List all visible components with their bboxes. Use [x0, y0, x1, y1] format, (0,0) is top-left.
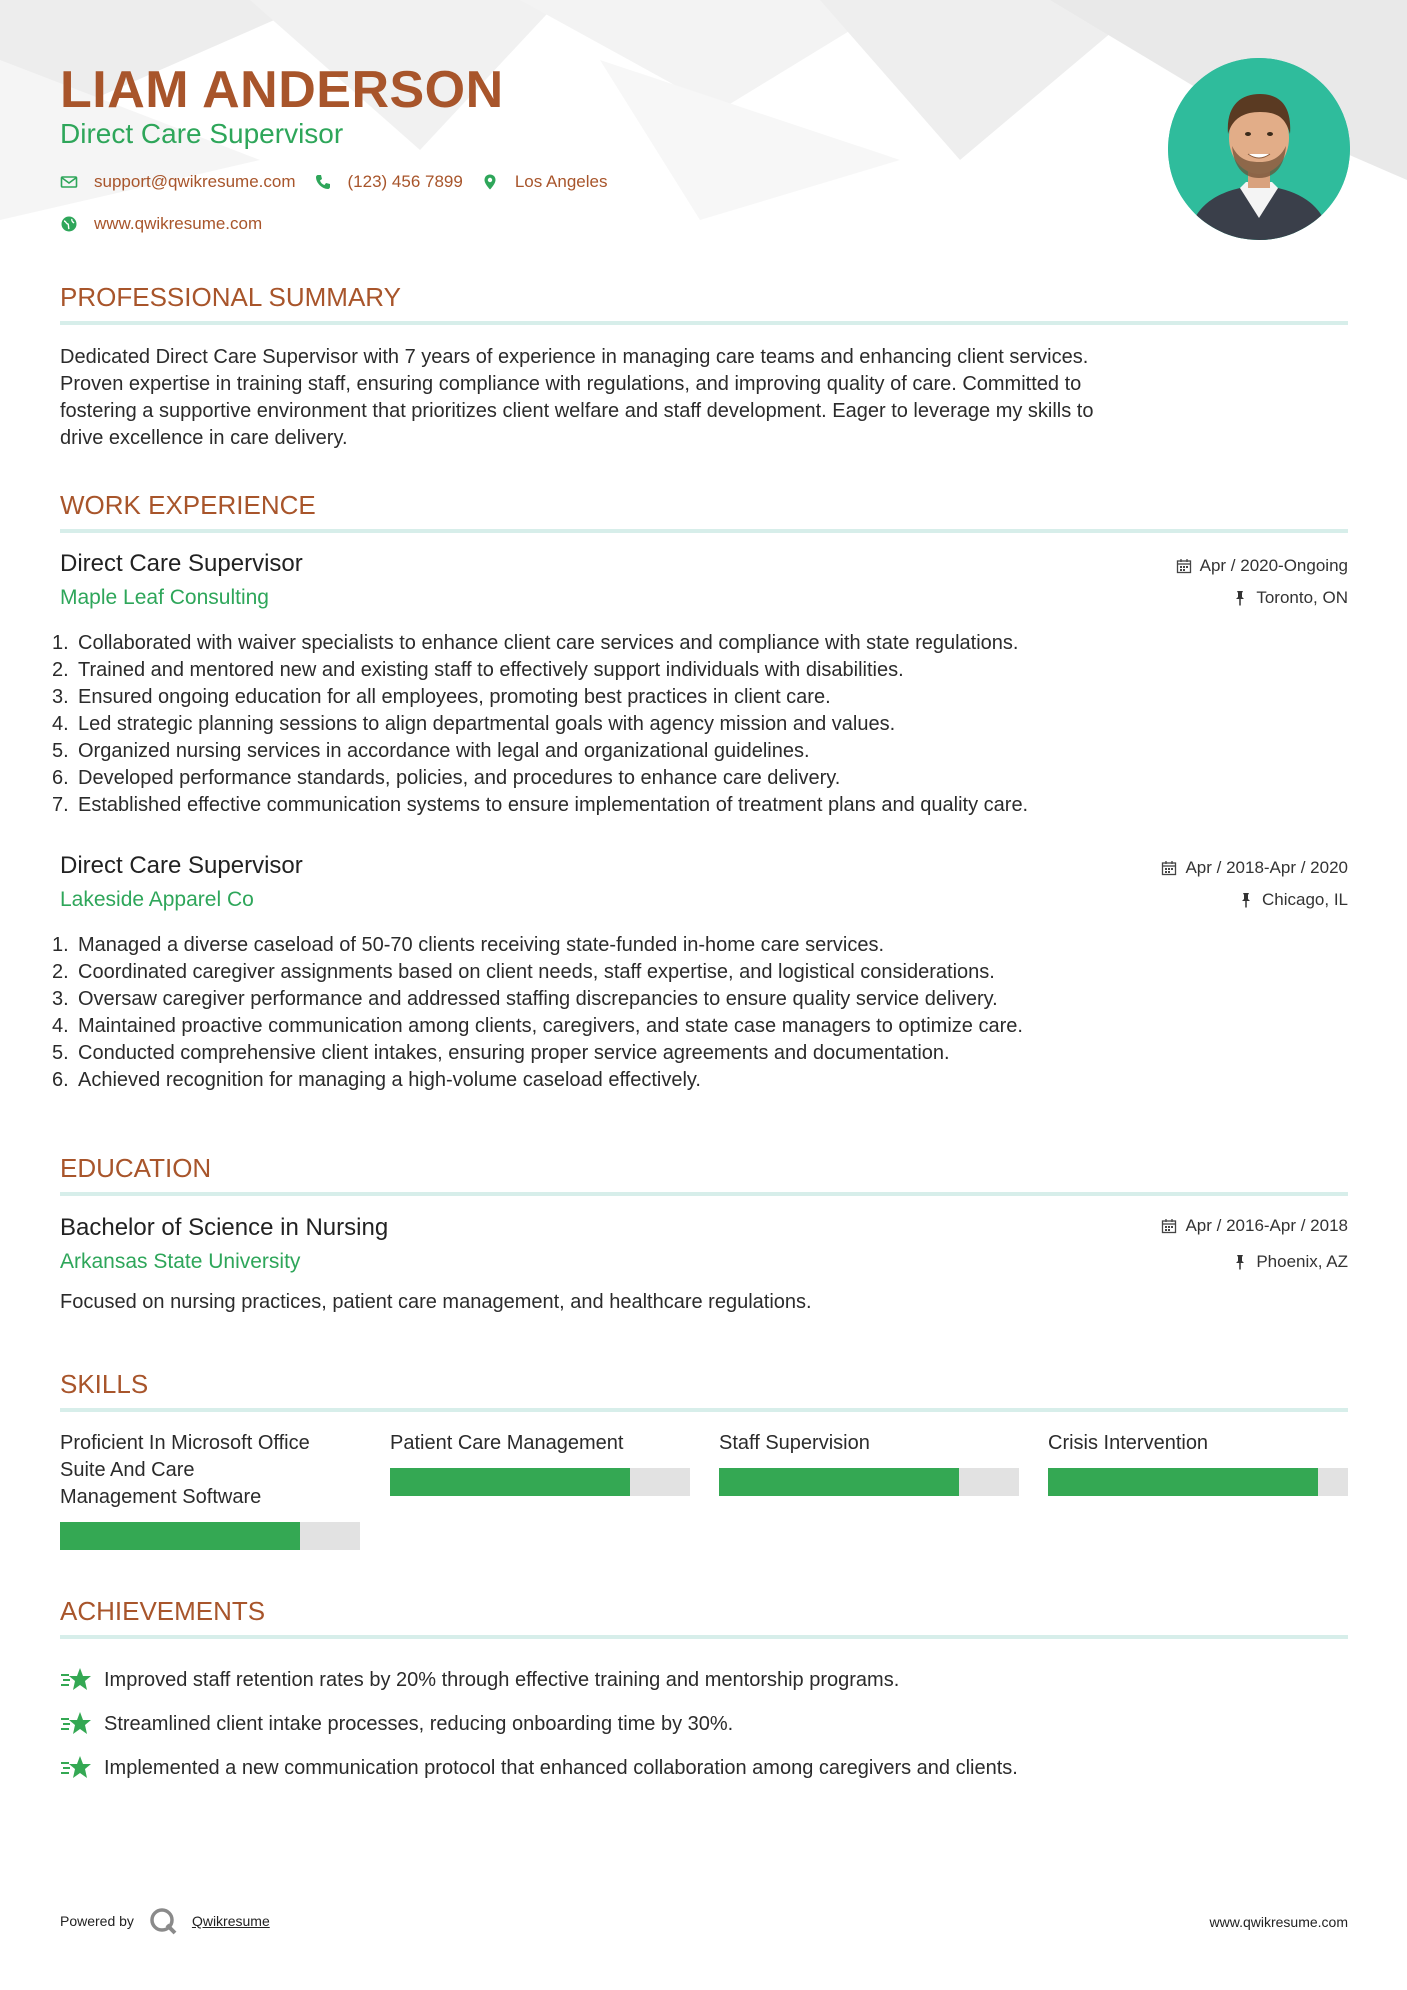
- achievement-text: Implemented a new communication protocol that enhanced collaboration among caregivers and clients.: [104, 1756, 1018, 1779]
- job-location: [1232, 588, 1348, 608]
- contact-location-text: Los Angeles: [514, 172, 608, 191]
- star-award-icon: [60, 1666, 92, 1694]
- job-role: Direct Care Supervisor: [60, 852, 303, 879]
- education-location: [1232, 1252, 1348, 1272]
- job-company: Maple Leaf Consulting: [60, 586, 269, 609]
- calendar-icon: [1176, 558, 1192, 574]
- list-item: 3. Oversaw caregiver performance and addressed staffing discrepancies to ensure quality service delivery.: [52, 988, 998, 1010]
- education-location-text: Phoenix, AZ: [1256, 1252, 1348, 1271]
- skill-item: [390, 1430, 690, 1457]
- pushpin-icon: [1238, 892, 1254, 908]
- contact-phone-text: (123) 456 7899: [347, 172, 463, 191]
- powered-by: [60, 1906, 270, 1936]
- skill-level-bar: [1048, 1468, 1348, 1496]
- job-role: Direct Care Supervisor: [60, 550, 303, 577]
- list-item: 4. Maintained proactive communication among clients, caregivers, and state case managers to optimize care.: [52, 1015, 1023, 1037]
- education-description: Focused on nursing practices, patient care management, and healthcare regulations.: [60, 1291, 812, 1313]
- skill-level-fill: [390, 1468, 630, 1496]
- summary-line: fostering a supportive environment that prioritizes client welfare and staff development. Eager to leverage my skills to: [60, 400, 1094, 422]
- achievement-item: [60, 1658, 1348, 1702]
- star-award-icon: [60, 1754, 92, 1782]
- job-location-text: Chicago, IL: [1262, 890, 1348, 909]
- contact-phone[interactable]: [314, 172, 463, 192]
- summary-text: [60, 344, 1348, 452]
- footer: [60, 1898, 1348, 1938]
- experience-heading: WORK EXPERIENCE: [60, 490, 316, 520]
- list-item: 6. Developed performance standards, policies, and procedures to enhance care delivery.: [52, 767, 841, 789]
- list-item: 4. Led strategic planning sessions to align departmental goals with agency mission and values.: [52, 713, 896, 735]
- education-divider: [60, 1192, 1348, 1196]
- experience-divider: [60, 529, 1348, 533]
- envelope-icon: [60, 173, 78, 191]
- skill-label: Patient Care Management: [390, 1432, 624, 1454]
- skill-level-bar: [390, 1468, 690, 1496]
- calendar-icon: [1161, 860, 1177, 876]
- education-date-text: Apr / 2016-Apr / 2018: [1185, 1216, 1348, 1235]
- phone-icon: [314, 173, 332, 191]
- list-item: 7. Established effective communication systems to ensure implementation of treatment plans and quality care.: [52, 794, 1029, 816]
- footer-website-link[interactable]: www.qwikresume.com: [1209, 1914, 1348, 1930]
- job-company: Lakeside Apparel Co: [60, 888, 254, 911]
- job-2-bullets: [52, 932, 1348, 1094]
- summary-line: drive excellence in care delivery.: [60, 427, 348, 449]
- skill-level-fill: [60, 1522, 300, 1550]
- contact-email-text: support@qwikresume.com: [94, 172, 296, 191]
- skill-level-fill: [719, 1468, 959, 1496]
- contact-row-primary: [60, 172, 625, 192]
- achievement-item: [60, 1702, 1348, 1746]
- education-school: Arkansas State University: [60, 1250, 301, 1273]
- summary-line: Dedicated Direct Care Supervisor with 7 years of experience in managing care teams and enhancing client services.: [60, 346, 1089, 368]
- job-date-text: Apr / 2020-Ongoing: [1199, 556, 1348, 575]
- contact-website[interactable]: [60, 214, 262, 234]
- skill-level-bar: [719, 1468, 1019, 1496]
- pushpin-icon: [1232, 590, 1248, 606]
- summary-heading: PROFESSIONAL SUMMARY: [60, 282, 401, 312]
- list-item: 6. Achieved recognition for managing a high-volume caseload effectively.: [52, 1069, 701, 1091]
- achievements-heading: ACHIEVEMENTS: [60, 1596, 266, 1626]
- globe-icon: [60, 215, 78, 233]
- list-item: 2. Trained and mentored new and existing staff to effectively support individuals with disabilities.: [52, 659, 904, 681]
- skill-label: Crisis Intervention: [1048, 1432, 1209, 1454]
- achievement-text: Improved staff retention rates by 20% through effective training and mentorship programs.: [104, 1668, 900, 1691]
- contact-row-secondary: [60, 214, 280, 234]
- calendar-icon: [1161, 1218, 1177, 1234]
- map-pin-icon: [481, 173, 499, 191]
- qwikresume-logo-icon: [148, 1906, 178, 1936]
- pushpin-icon: [1232, 1254, 1248, 1270]
- achievement-item: [60, 1746, 1348, 1790]
- job-date-text: Apr / 2018-Apr / 2020: [1185, 858, 1348, 877]
- contact-email[interactable]: [60, 172, 296, 192]
- star-award-icon: [60, 1710, 92, 1738]
- skills-grid: [60, 1430, 1348, 1560]
- job-location-text: Toronto, ON: [1256, 588, 1348, 607]
- list-item: 2. Coordinated caregiver assignments based on client needs, staff expertise, and logistical considerations.: [52, 961, 995, 983]
- achievements-list: [60, 1658, 1348, 1790]
- candidate-name: LIAM ANDERSON: [60, 61, 504, 119]
- education-degree: Bachelor of Science in Nursing: [60, 1214, 389, 1241]
- job-date: [1161, 858, 1348, 878]
- list-item: 3. Ensured ongoing education for all employees, promoting best practices in client care.: [52, 686, 831, 708]
- skill-label: Staff Supervision: [719, 1432, 870, 1454]
- skill-item: [60, 1430, 360, 1511]
- qwikresume-link[interactable]: Qwikresume: [191, 1913, 270, 1929]
- list-item: 5. Organized nursing services in accordance with legal and organizational guidelines.: [52, 740, 810, 762]
- summary-divider: [60, 321, 1348, 325]
- list-item: 5. Conducted comprehensive client intakes, ensuring proper service agreements and documentation.: [52, 1042, 950, 1064]
- skills-divider: [60, 1408, 1348, 1412]
- job-date: [1176, 556, 1348, 576]
- job-location: [1238, 890, 1348, 910]
- list-item: 1. Managed a diverse caseload of 50-70 clients receiving state-funded in-home care services.: [52, 934, 884, 956]
- education-date: [1161, 1216, 1348, 1236]
- education-heading: EDUCATION: [60, 1153, 212, 1183]
- job-1-bullets: [52, 630, 1348, 819]
- summary-line: Proven expertise in training staff, ensuring compliance with regulations, and improving quality of care. Committed to: [60, 373, 1082, 395]
- candidate-title: Direct Care Supervisor: [60, 118, 344, 149]
- list-item: 1. Collaborated with waiver specialists to enhance client care services and compliance with state regulations.: [52, 632, 1019, 654]
- skills-heading: SKILLS: [60, 1369, 149, 1399]
- contact-website-text: www.qwikresume.com: [94, 214, 263, 233]
- skill-level-fill: [1048, 1468, 1318, 1496]
- powered-by-label: Powered by: [60, 1913, 134, 1929]
- achievement-text: Streamlined client intake processes, reducing onboarding time by 30%.: [104, 1712, 734, 1735]
- skill-item: [719, 1430, 1019, 1457]
- skill-item: [1048, 1430, 1348, 1457]
- skill-label: Proficient In Microsoft Office Suite And Care Management Software: [60, 1432, 310, 1508]
- contact-location: [481, 172, 608, 192]
- profile-photo: [1168, 58, 1350, 240]
- achievements-divider: [60, 1635, 1348, 1639]
- skill-level-bar: [60, 1522, 360, 1550]
